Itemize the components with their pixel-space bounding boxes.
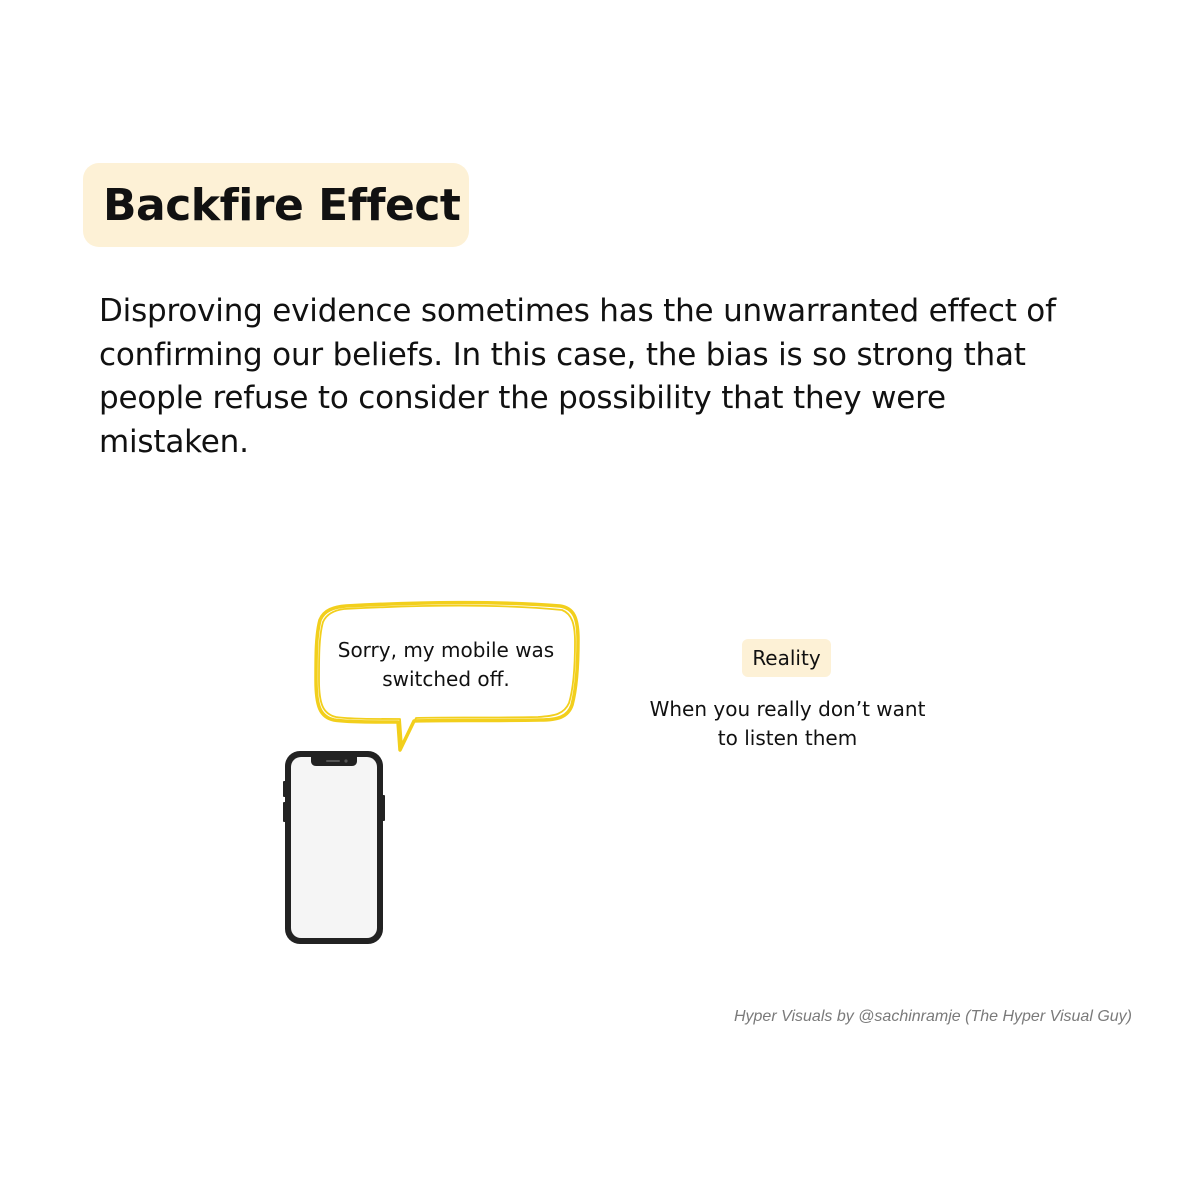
smartphone-icon [283,751,385,944]
reality-text: When you really don’t want to listen them [649,697,926,750]
reality-badge: Reality [742,639,831,677]
page-title: Backfire Effect [103,179,461,231]
speech-bubble-text: Sorry, my mobile was switched off. [337,638,555,691]
description-text: Disproving evidence sometimes has the unwarranted effect of confirming our beliefs. In this case, the bias is so strong that people refuse to consider the possibility that they were mistaken. [99,293,1056,460]
credit-text: Hyper Visuals by @sachinramje (The Hyper Visual Guy) [733,1008,1132,1025]
